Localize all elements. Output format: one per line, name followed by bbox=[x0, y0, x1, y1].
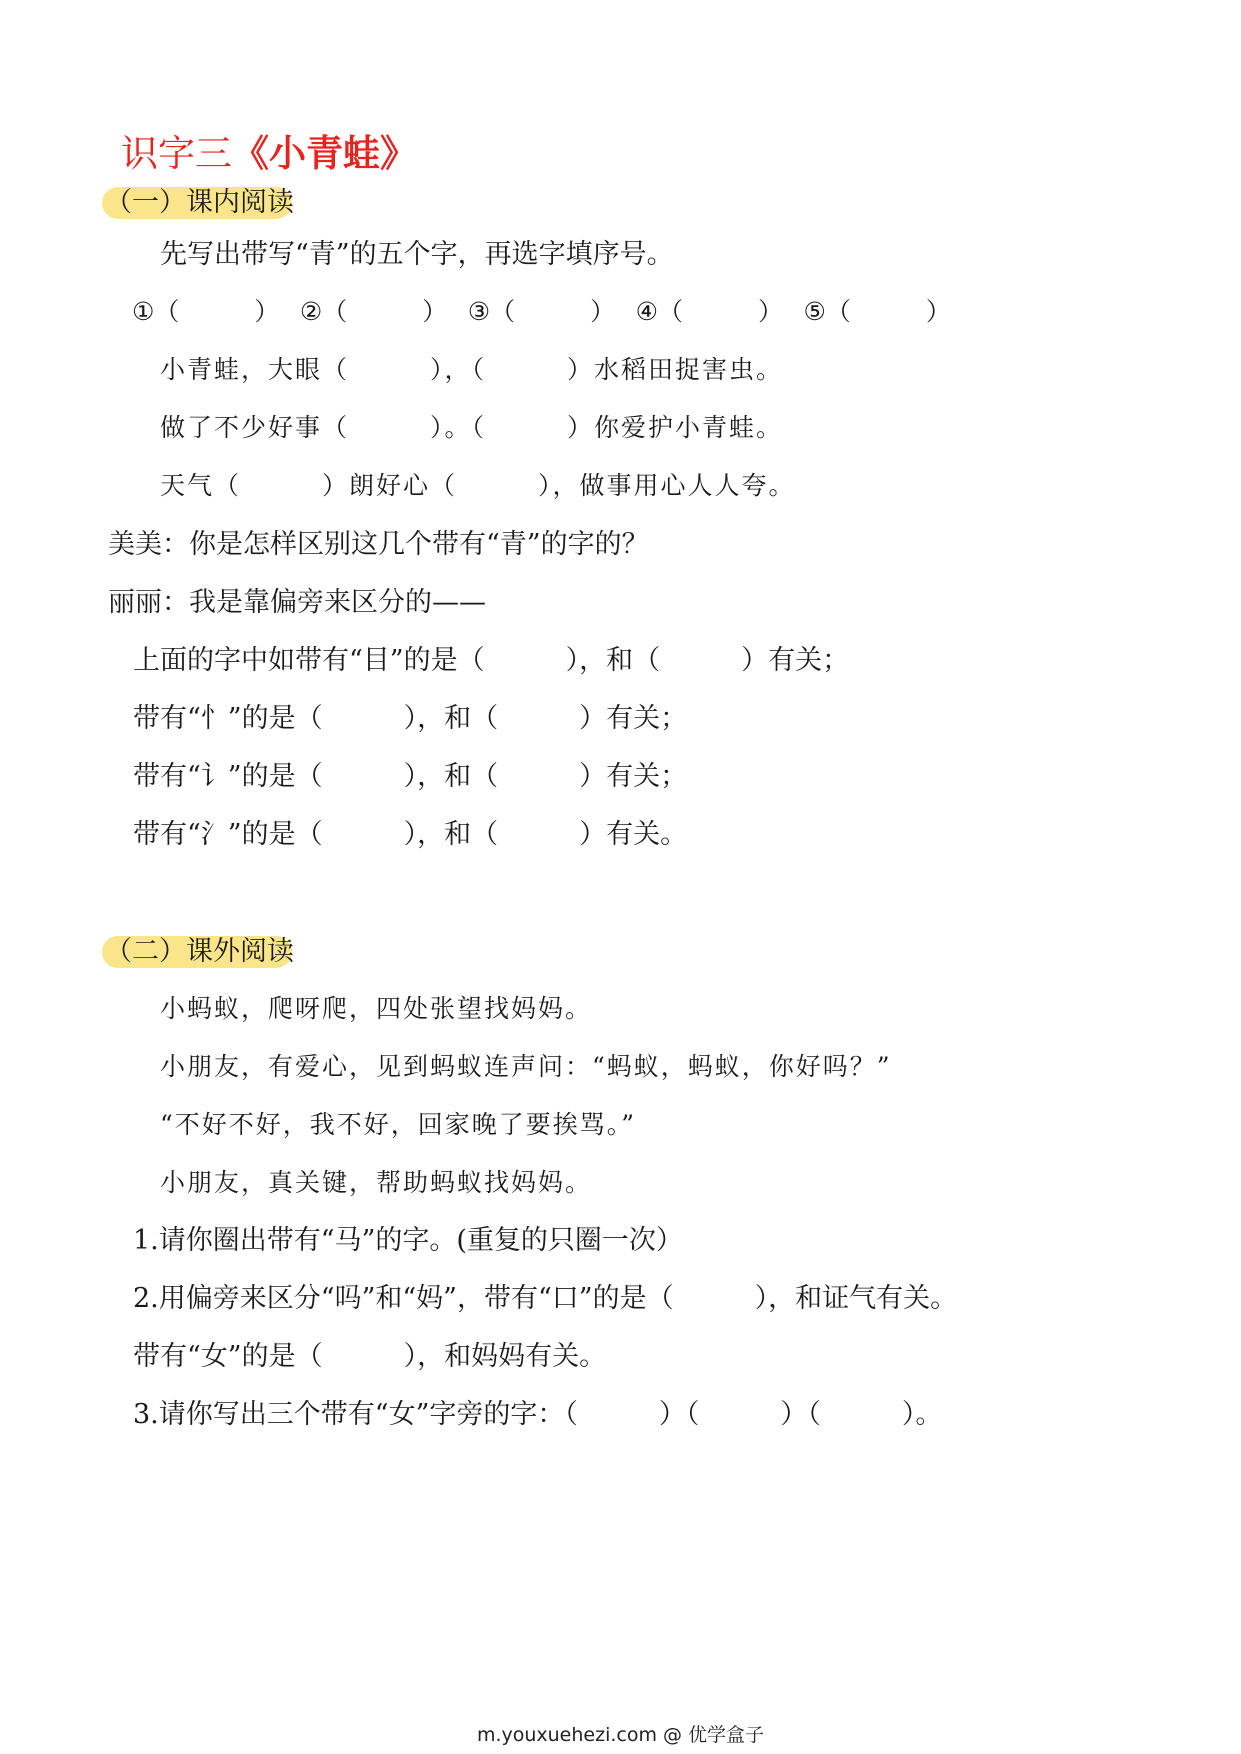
poem2-line1: 小蚂蚁，爬呀爬，四处张望找妈妈。 bbox=[160, 994, 593, 1023]
radical-line-xin: 带有“忄”的是（ ），和（ ）有关； bbox=[133, 703, 688, 734]
poem2-line4: 小朋友，真关键，帮助蚂蚁找妈妈。 bbox=[160, 1168, 593, 1197]
question-2-cont: 带有“女”的是（ ），和妈妈有关。 bbox=[133, 1341, 607, 1372]
dialogue-meimei: 美美：你是怎样区别这几个带有“青”的字的？ bbox=[108, 529, 649, 560]
question-2: 2.用偏旁来区分“吗”和“妈”，带有“口”的是（ ），和证气有关。 bbox=[133, 1283, 958, 1314]
radical-line-shui: 带有“氵”的是（ ），和（ ）有关。 bbox=[133, 819, 688, 850]
poem1-line1: 小青蛙，大眼（ ），（ ）水稻田捉害虫。 bbox=[160, 355, 784, 384]
section2-heading: （二）课外阅读 bbox=[105, 936, 294, 967]
section1-heading: （一）课内阅读 bbox=[105, 187, 294, 218]
poem1-line2: 做了不少好事（ ）。（ ）你爱护小青蛙。 bbox=[160, 413, 784, 442]
poem2-line3: “不好不好，我不好，回家晚了要挨骂。” bbox=[160, 1110, 637, 1139]
footer-watermark: m.youxuehezi.com @ 优学盒子 bbox=[476, 1724, 765, 1746]
poem1-line3: 天气（ ）朗好心（ ），做事用心人人夸。 bbox=[160, 471, 796, 500]
question-3: 3.请你写出三个带有“女”字旁的字：（ ）（ ）（ ）。 bbox=[133, 1399, 943, 1430]
question-1: 1.请你圈出带有“马”的字。(重复的只圈一次） bbox=[133, 1225, 683, 1256]
radical-line-mu: 上面的字中如带有“目”的是（ ），和（ ）有关； bbox=[133, 645, 850, 676]
title-prefix: 识字三 bbox=[121, 132, 232, 175]
section1-instruction: 先写出带写“青”的五个字，再选字填序号。 bbox=[160, 239, 674, 270]
page-title bbox=[121, 128, 417, 179]
radical-line-yan: 带有“讠”的是（ ），和（ ）有关； bbox=[133, 761, 688, 792]
poem2-line2: 小朋友，有爱心，见到蚂蚁连声问：“蚂蚁，蚂蚁，你好吗？” bbox=[160, 1052, 892, 1081]
title-book: 《小青蛙》 bbox=[232, 131, 417, 175]
blanks-row: ①（ ） ②（ ） ③（ ） ④（ ） ⑤（ ） bbox=[132, 297, 951, 326]
dialogue-lili: 丽丽：我是靠偏旁来区分的—— bbox=[108, 587, 486, 618]
